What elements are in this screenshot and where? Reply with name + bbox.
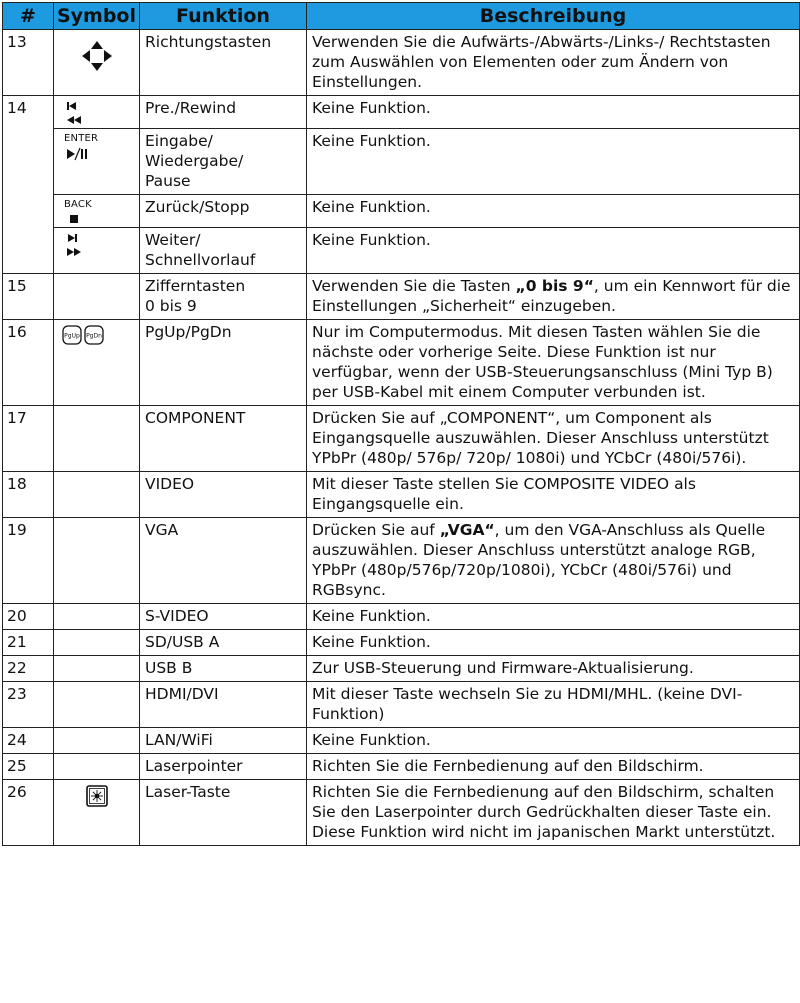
description-cell <box>307 274 800 320</box>
table-row <box>3 228 800 274</box>
table-row <box>3 656 800 682</box>
pgdn-key-icon <box>84 325 104 345</box>
description-cell: Mit dieser Taste stellen Sie COMPOSITE VIDEO als Eingangsquelle ein. <box>307 472 800 518</box>
symbol-cell <box>54 195 140 228</box>
table-row <box>3 195 800 228</box>
funktion-line: Zifferntasten <box>145 277 246 295</box>
row-number: 20 <box>3 604 54 630</box>
table-row <box>3 754 800 780</box>
funktion-cell: VGA <box>140 518 307 604</box>
laser-key-icon <box>86 785 108 807</box>
table-row <box>3 630 800 656</box>
description-cell: Keine Funktion. <box>307 228 800 274</box>
row-number: 22 <box>3 656 54 682</box>
description-cell: Keine Funktion. <box>307 129 800 195</box>
table-row <box>3 780 800 846</box>
stop-icon <box>64 213 84 225</box>
table-row <box>3 604 800 630</box>
funktion-cell: COMPONENT <box>140 406 307 472</box>
row-number: 21 <box>3 630 54 656</box>
funktion-cell: Zurück/Stopp <box>140 195 307 228</box>
desc-line: Diese Funktion wird nicht im japanischen Markt unterstützt. <box>312 823 776 841</box>
row-number: 16 <box>3 320 54 406</box>
row-number: 23 <box>3 682 54 728</box>
play-pause-icon <box>64 147 90 161</box>
symbol-cell <box>54 129 140 195</box>
symbol-cell <box>54 228 140 274</box>
row-number: 24 <box>3 728 54 754</box>
prev-rewind-icon <box>64 98 86 126</box>
funktion-cell: HDMI/DVI <box>140 682 307 728</box>
row-number: 15 <box>3 274 54 320</box>
description-cell: Keine Funktion. <box>307 195 800 228</box>
symbol-cell <box>54 96 140 129</box>
description-cell: Keine Funktion. <box>307 604 800 630</box>
table-row <box>3 728 800 754</box>
description-cell: Keine Funktion. <box>307 630 800 656</box>
description-cell: Nur im Computermodus. Mit diesen Tasten wählen Sie die nächste oder vorherige Seite. Diese Funktion ist nur verfügbar, wenn der USB-Steuerungsanschluss (Mini Typ B) per USB-Kabel mit einem Computer verbunden ist. <box>307 320 800 406</box>
description-cell: Richten Sie die Fernbedienung auf den Bildschirm. <box>307 754 800 780</box>
back-key-label: BACK <box>64 199 92 210</box>
row-number: 18 <box>3 472 54 518</box>
next-fastforward-icon <box>64 230 86 260</box>
symbol-cell <box>54 274 140 320</box>
funktion-cell <box>140 274 307 320</box>
funktion-cell: Pre./Rewind <box>140 96 307 129</box>
description-cell: Verwenden Sie die Aufwärts-/Abwärts-/Links-/ Rechtstasten zum Auswählen von Elementen oder zum Ändern von Einstellungen. <box>307 30 800 96</box>
symbol-cell <box>54 472 140 518</box>
symbol-cell <box>54 604 140 630</box>
symbol-cell <box>54 518 140 604</box>
funktion-cell: VIDEO <box>140 472 307 518</box>
table-row <box>3 320 800 406</box>
table-row <box>3 406 800 472</box>
funktion-cell: PgUp/PgDn <box>140 320 307 406</box>
funktion-cell: Richtungstasten <box>140 30 307 96</box>
funktion-line: 0 bis 9 <box>145 297 197 315</box>
header-funktion: Funktion <box>140 3 307 30</box>
description-cell: Zur USB-Steuerung und Firmware-Aktualisierung. <box>307 656 800 682</box>
funktion-cell: Laser-Taste <box>140 780 307 846</box>
row-number: 19 <box>3 518 54 604</box>
desc-line: Richten Sie die Fernbedienung auf den Bildschirm, schalten Sie den Laserpointer durch Gedrückhalten dieser Taste ein. <box>312 783 775 821</box>
header-symbol: Symbol <box>54 3 140 30</box>
funktion-cell: Weiter/ Schnellvorlauf <box>140 228 307 274</box>
symbol-cell <box>54 754 140 780</box>
description-cell <box>307 780 800 846</box>
description-cell <box>307 518 800 604</box>
description-cell: Drücken Sie auf „COMPONENT“, um Component als Eingangsquelle auszuwählen. Dieser Anschluss unterstützt YPbPr (480p/ 576p/ 720p/ 1080i) und YCbCr (480i/576i). <box>307 406 800 472</box>
row-number: 14 <box>3 96 54 274</box>
symbol-cell <box>54 656 140 682</box>
table-row <box>3 129 800 195</box>
desc-text: , um den VGA-Anschluss als Quelle auszuwählen. Dieser Anschluss unterstützt analoge RGB, YPbPr (480p/576p/720p/1080i), YCbCr (480i/576i) und RGBsync. <box>312 521 766 599</box>
description-cell: Mit dieser Taste wechseln Sie zu HDMI/MHL. (keine DVI-Funktion) <box>307 682 800 728</box>
pgup-key-icon <box>62 325 82 345</box>
remote-control-function-table <box>2 2 800 846</box>
desc-text: Verwenden Sie die Tasten <box>312 277 516 295</box>
funktion-cell: USB B <box>140 656 307 682</box>
symbol-cell <box>54 30 140 96</box>
desc-text: , um ein Kennwort für die Einstellungen „Sicherheit“ einzugeben. <box>312 277 791 315</box>
header-beschreibung: Beschreibung <box>307 3 800 30</box>
table-row <box>3 472 800 518</box>
funktion-cell: SD/USB A <box>140 630 307 656</box>
pgdn-key-text: PgDn <box>86 332 102 340</box>
symbol-cell <box>54 320 140 406</box>
description-cell: Keine Funktion. <box>307 728 800 754</box>
symbol-cell <box>54 780 140 846</box>
table-row <box>3 518 800 604</box>
desc-bold-text: „VGA“ <box>439 521 495 539</box>
direction-pad-icon <box>79 38 115 74</box>
symbol-cell <box>54 406 140 472</box>
symbol-cell <box>54 682 140 728</box>
symbol-cell <box>54 630 140 656</box>
symbol-cell <box>54 728 140 754</box>
table-header-row <box>3 3 800 30</box>
row-number: 17 <box>3 406 54 472</box>
funktion-cell: Eingabe/ Wiedergabe/ Pause <box>140 129 307 195</box>
funktion-cell: LAN/WiFi <box>140 728 307 754</box>
description-cell: Keine Funktion. <box>307 96 800 129</box>
funktion-cell: Laserpointer <box>140 754 307 780</box>
row-number: 25 <box>3 754 54 780</box>
desc-text: Drücken Sie auf <box>312 521 440 539</box>
table-row <box>3 682 800 728</box>
table-row <box>3 96 800 129</box>
desc-bold-text: „0 bis 9“ <box>515 277 594 295</box>
pgup-key-text: PgUp <box>64 332 80 340</box>
row-number: 26 <box>3 780 54 846</box>
enter-key-label: ENTER <box>64 133 99 144</box>
header-num: # <box>3 3 54 30</box>
row-number: 13 <box>3 30 54 96</box>
table-row <box>3 274 800 320</box>
funktion-cell: S-VIDEO <box>140 604 307 630</box>
table-row <box>3 30 800 96</box>
